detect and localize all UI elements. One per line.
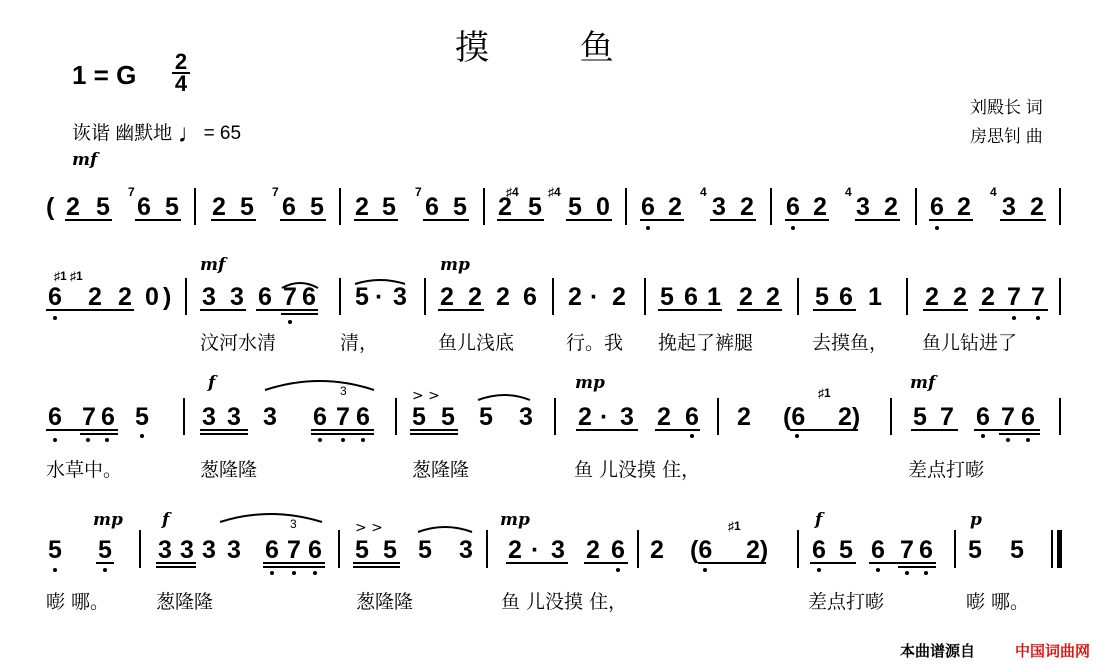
svg-text:6: 6 bbox=[313, 403, 327, 431]
svg-text:1: 1 bbox=[707, 283, 721, 311]
svg-text:3: 3 bbox=[459, 536, 473, 564]
svg-text:6: 6 bbox=[684, 283, 698, 311]
svg-text:2: 2 bbox=[657, 403, 671, 431]
svg-text:5: 5 bbox=[310, 193, 324, 221]
svg-text:5: 5 bbox=[418, 536, 432, 564]
svg-text:3: 3 bbox=[230, 283, 244, 311]
svg-text:6: 6 bbox=[258, 283, 272, 311]
svg-text:6: 6 bbox=[265, 536, 279, 564]
svg-text:3: 3 bbox=[712, 193, 726, 221]
svg-text:6: 6 bbox=[839, 283, 853, 311]
svg-text:2: 2 bbox=[88, 283, 102, 311]
svg-text:p: p bbox=[970, 510, 982, 530]
time-signature-bottom: 4 bbox=[174, 71, 188, 96]
svg-text:3: 3 bbox=[202, 283, 216, 311]
svg-text:f: f bbox=[815, 510, 823, 530]
svg-text:6: 6 bbox=[812, 536, 826, 564]
svg-text:5: 5 bbox=[968, 536, 982, 564]
svg-text:7: 7 bbox=[900, 536, 914, 564]
svg-text:6: 6 bbox=[308, 536, 322, 564]
svg-text:3: 3 bbox=[263, 403, 277, 431]
svg-text:f: f bbox=[162, 510, 170, 530]
svg-text:3: 3 bbox=[202, 403, 216, 431]
svg-text:7: 7 bbox=[272, 185, 279, 199]
dynamic-mark: mf bbox=[72, 150, 98, 170]
lyric: 葱隆隆 bbox=[156, 591, 214, 613]
lyric: 鱼 儿没摸 住， bbox=[501, 591, 628, 613]
svg-text:2: 2 bbox=[498, 193, 512, 221]
svg-text:5: 5 bbox=[815, 283, 829, 311]
svg-text:♯1: ♯1 bbox=[728, 519, 741, 533]
svg-text:4: 4 bbox=[845, 185, 852, 199]
svg-text:5: 5 bbox=[528, 193, 542, 221]
svg-text:2): 2) bbox=[838, 403, 861, 431]
svg-text:> >: > > bbox=[412, 388, 440, 404]
svg-text:2: 2 bbox=[813, 193, 827, 221]
svg-text:3: 3 bbox=[290, 517, 297, 531]
lyric: 清， bbox=[340, 332, 379, 354]
svg-text:(6: (6 bbox=[783, 403, 806, 431]
svg-text:♯4: ♯4 bbox=[548, 185, 561, 199]
svg-text:6: 6 bbox=[101, 403, 115, 431]
score-line-4 bbox=[48, 510, 1062, 575]
svg-text:6: 6 bbox=[48, 403, 62, 431]
lyric: 汶河水清 bbox=[200, 332, 277, 354]
lyric: 行。我 bbox=[566, 332, 624, 354]
svg-text:·: · bbox=[375, 283, 384, 311]
lyric: 鱼儿浅底 bbox=[438, 332, 515, 354]
lyricist-credit: 刘殿长 词 bbox=[970, 98, 1043, 117]
svg-text:2: 2 bbox=[957, 193, 971, 221]
svg-text:·: · bbox=[600, 403, 609, 431]
score-line-3 bbox=[46, 373, 1060, 442]
svg-text:5: 5 bbox=[1010, 536, 1024, 564]
svg-text:3: 3 bbox=[340, 384, 347, 398]
svg-text:2: 2 bbox=[668, 193, 682, 221]
svg-text:5: 5 bbox=[135, 403, 149, 431]
svg-text:7: 7 bbox=[128, 185, 135, 199]
svg-text:·: · bbox=[531, 536, 540, 564]
svg-text:3: 3 bbox=[620, 403, 634, 431]
svg-text:5: 5 bbox=[48, 536, 62, 564]
svg-text:5: 5 bbox=[839, 536, 853, 564]
lyric: 葱隆隆 bbox=[200, 459, 258, 481]
svg-text:3: 3 bbox=[180, 536, 194, 564]
svg-text:7: 7 bbox=[287, 536, 301, 564]
svg-text:5: 5 bbox=[441, 403, 455, 431]
svg-text:0: 0 bbox=[596, 193, 610, 221]
svg-text:6: 6 bbox=[611, 536, 625, 564]
svg-text:4: 4 bbox=[990, 185, 997, 199]
svg-text:·: · bbox=[590, 283, 599, 311]
svg-text:5: 5 bbox=[355, 283, 369, 311]
svg-text:6: 6 bbox=[282, 193, 296, 221]
svg-text:6: 6 bbox=[871, 536, 885, 564]
svg-text:2: 2 bbox=[355, 193, 369, 221]
svg-text:2: 2 bbox=[440, 283, 454, 311]
svg-text:7: 7 bbox=[1007, 283, 1021, 311]
svg-text:2: 2 bbox=[568, 283, 582, 311]
svg-text:6: 6 bbox=[685, 403, 699, 431]
svg-text:2: 2 bbox=[508, 536, 522, 564]
svg-text:2: 2 bbox=[953, 283, 967, 311]
svg-text:5: 5 bbox=[568, 193, 582, 221]
svg-text:5: 5 bbox=[98, 536, 112, 564]
svg-text:7: 7 bbox=[1031, 283, 1045, 311]
svg-text:2: 2 bbox=[586, 536, 600, 564]
svg-text:3: 3 bbox=[551, 536, 565, 564]
svg-text:mp: mp bbox=[500, 510, 530, 530]
svg-text:3: 3 bbox=[519, 403, 533, 431]
style-marking: 诙谐 幽默地 bbox=[72, 123, 173, 144]
svg-text:6: 6 bbox=[356, 403, 370, 431]
svg-text:1: 1 bbox=[868, 283, 882, 311]
svg-text:4: 4 bbox=[700, 185, 707, 199]
svg-text:3: 3 bbox=[856, 193, 870, 221]
svg-text:f: f bbox=[208, 373, 216, 393]
svg-text:): ) bbox=[163, 283, 172, 311]
svg-text:3: 3 bbox=[202, 536, 216, 564]
svg-text:5: 5 bbox=[165, 193, 179, 221]
svg-text:6: 6 bbox=[641, 193, 655, 221]
svg-text:5: 5 bbox=[383, 536, 397, 564]
svg-text:3: 3 bbox=[158, 536, 172, 564]
svg-text:2: 2 bbox=[66, 193, 80, 221]
svg-text:5: 5 bbox=[479, 403, 493, 431]
svg-text:2: 2 bbox=[650, 536, 664, 564]
svg-text:5: 5 bbox=[660, 283, 674, 311]
lyric: 嘭 哪。 bbox=[46, 591, 110, 613]
svg-text:7: 7 bbox=[940, 403, 954, 431]
svg-text:7: 7 bbox=[336, 403, 350, 431]
svg-text:2: 2 bbox=[118, 283, 132, 311]
tempo-value: = 65 bbox=[203, 123, 242, 144]
lyric: 差点打嘭 bbox=[908, 459, 985, 481]
lyric: 嘭 哪。 bbox=[966, 591, 1030, 613]
svg-text:2: 2 bbox=[766, 283, 780, 311]
svg-text:6: 6 bbox=[425, 193, 439, 221]
svg-text:mp: mp bbox=[440, 255, 470, 275]
svg-text:7: 7 bbox=[415, 185, 422, 199]
svg-text:2: 2 bbox=[1030, 193, 1044, 221]
svg-text:6: 6 bbox=[786, 193, 800, 221]
svg-text:6: 6 bbox=[302, 283, 316, 311]
svg-text:5: 5 bbox=[382, 193, 396, 221]
lyric: 葱隆隆 bbox=[412, 459, 470, 481]
svg-text:6: 6 bbox=[137, 193, 151, 221]
svg-text:2: 2 bbox=[468, 283, 482, 311]
lyric: 去摸鱼， bbox=[812, 332, 889, 354]
lyric: 葱隆隆 bbox=[356, 591, 414, 613]
lyric: 鱼儿钻进了 bbox=[922, 332, 1018, 354]
svg-text:5: 5 bbox=[240, 193, 254, 221]
key-signature: 1 = G bbox=[72, 60, 137, 90]
svg-text:♯1: ♯1 bbox=[818, 386, 831, 400]
svg-text:3: 3 bbox=[393, 283, 407, 311]
time-signature-top: 2 bbox=[174, 49, 188, 74]
svg-text:♯4: ♯4 bbox=[506, 185, 519, 199]
svg-text:mf: mf bbox=[200, 255, 226, 275]
svg-text:2: 2 bbox=[981, 283, 995, 311]
paren: ( bbox=[46, 193, 55, 221]
svg-text:> >: > > bbox=[355, 520, 383, 536]
svg-text:3: 3 bbox=[227, 536, 241, 564]
svg-text:2: 2 bbox=[578, 403, 592, 431]
svg-text:2: 2 bbox=[739, 283, 753, 311]
svg-text:6: 6 bbox=[523, 283, 537, 311]
svg-text:2: 2 bbox=[740, 193, 754, 221]
svg-text:5: 5 bbox=[355, 536, 369, 564]
lyric: 水草中。 bbox=[46, 459, 123, 481]
score-line-2 bbox=[46, 255, 1060, 324]
svg-text:(6: (6 bbox=[690, 536, 713, 564]
svg-text:6: 6 bbox=[976, 403, 990, 431]
svg-text:2: 2 bbox=[496, 283, 510, 311]
svg-text:6: 6 bbox=[48, 283, 62, 311]
svg-text:mp: mp bbox=[93, 510, 123, 530]
svg-text:3: 3 bbox=[227, 403, 241, 431]
svg-text:2: 2 bbox=[612, 283, 626, 311]
lyric: 鱼 儿没摸 住， bbox=[574, 459, 701, 481]
source-site-link[interactable]: 中国词曲网 bbox=[1015, 642, 1091, 660]
svg-text:5: 5 bbox=[913, 403, 927, 431]
svg-text:2: 2 bbox=[212, 193, 226, 221]
source-label: 本曲谱源自 bbox=[900, 642, 976, 660]
svg-text:7: 7 bbox=[1001, 403, 1015, 431]
svg-text:5: 5 bbox=[96, 193, 110, 221]
svg-text:7: 7 bbox=[82, 403, 96, 431]
score-line-1 bbox=[46, 150, 1060, 230]
svg-text:0: 0 bbox=[145, 283, 159, 311]
svg-text:♯1 ♯1: ♯1 ♯1 bbox=[54, 269, 83, 283]
song-title: 摸 鱼 bbox=[455, 28, 654, 68]
svg-text:3: 3 bbox=[1002, 193, 1016, 221]
svg-text:2: 2 bbox=[925, 283, 939, 311]
svg-text:2: 2 bbox=[737, 403, 751, 431]
svg-text:mp: mp bbox=[575, 373, 605, 393]
svg-text:2: 2 bbox=[884, 193, 898, 221]
svg-text:2): 2) bbox=[746, 536, 769, 564]
svg-text:6: 6 bbox=[1021, 403, 1035, 431]
lyric: 差点打嘭 bbox=[808, 591, 885, 613]
lyric: 挽起了裤腿 bbox=[658, 332, 754, 354]
svg-text:6: 6 bbox=[919, 536, 933, 564]
quarter-note-icon: ♩ bbox=[177, 118, 204, 148]
svg-text:7: 7 bbox=[283, 283, 297, 311]
svg-text:5: 5 bbox=[453, 193, 467, 221]
svg-text:5: 5 bbox=[412, 403, 426, 431]
composer-credit: 房思钊 曲 bbox=[970, 127, 1043, 146]
svg-text:6: 6 bbox=[930, 193, 944, 221]
svg-text:mf: mf bbox=[910, 373, 936, 393]
